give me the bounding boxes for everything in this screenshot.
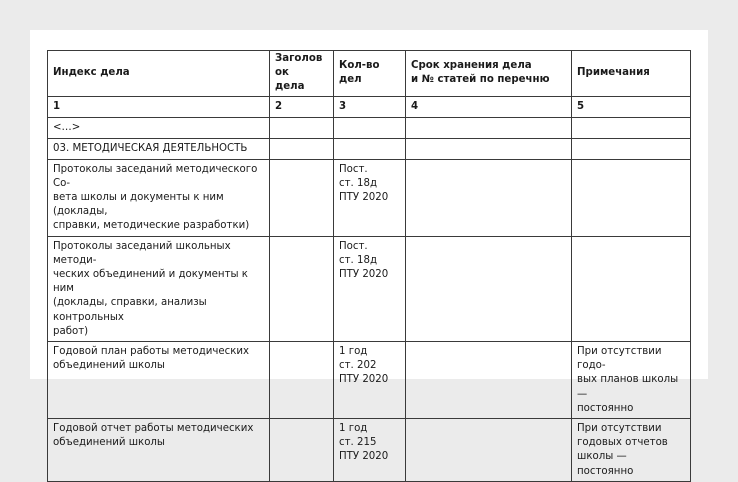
empty-cell [270,117,334,138]
notes-cell [572,236,691,341]
case-index-cell: Годовой отчет работы методических объединений школы [48,419,270,482]
case-count-cell: Пост. ст. 18д ПТУ 2020 [334,236,406,341]
case-title-cell [270,236,334,341]
retention-term-cell [406,419,572,482]
table-row [48,159,691,236]
section-row [48,138,691,159]
empty-cell [270,138,334,159]
case-index-cell: Годовой план работы методических объединений школы [48,342,270,419]
case-title-cell [270,342,334,419]
notes-cell: При отсутствии годовых отчетов школы — постоянно [572,419,691,482]
ellipsis-cell: <…> [48,117,270,138]
retention-term-cell [406,236,572,341]
column-number: 1 [48,96,270,117]
header-retention-term: Срок хранения дела и № статей по перечню [406,51,572,97]
nomenclature-table [47,50,691,482]
ellipsis-row [48,117,691,138]
empty-cell [334,138,406,159]
empty-cell [406,138,572,159]
retention-term-cell [406,342,572,419]
case-count-cell: 1 год ст. 215 ПТУ 2020 [334,419,406,482]
table-row [48,419,691,482]
document-page [30,30,708,477]
notes-cell [572,159,691,236]
notes-cell: При отсутствии годо- вых планов школы — постоянно [572,342,691,419]
case-index-cell: Протоколы заседаний школьных методи- ческих объединений и документы к ним (доклады, справки, анализы контрольных работ) [48,236,270,341]
column-number: 4 [406,96,572,117]
empty-cell [572,138,691,159]
column-number: 3 [334,96,406,117]
retention-term-cell [406,159,572,236]
section-title: 03. МЕТОДИЧЕСКАЯ ДЕЯТЕЛЬНОСТЬ [48,138,270,159]
case-title-cell [270,419,334,482]
table-row [48,342,691,419]
header-row [48,51,691,97]
case-title-cell [270,159,334,236]
column-number: 5 [572,96,691,117]
header-case-title: Заголовок дела [270,51,334,97]
column-number: 2 [270,96,334,117]
case-count-cell: 1 год ст. 202 ПТУ 2020 [334,342,406,419]
case-index-cell: Протоколы заседаний методического Со- вета школы и документы к ним (доклады, справки, методические разработки) [48,159,270,236]
header-case-count: Кол-во дел [334,51,406,97]
empty-cell [572,117,691,138]
table-row [48,236,691,341]
header-notes: Примечания [572,51,691,97]
empty-cell [334,117,406,138]
empty-cell [406,117,572,138]
header-case-index: Индекс дела [48,51,270,97]
column-number-row [48,96,691,117]
case-count-cell: Пост. ст. 18д ПТУ 2020 [334,159,406,236]
